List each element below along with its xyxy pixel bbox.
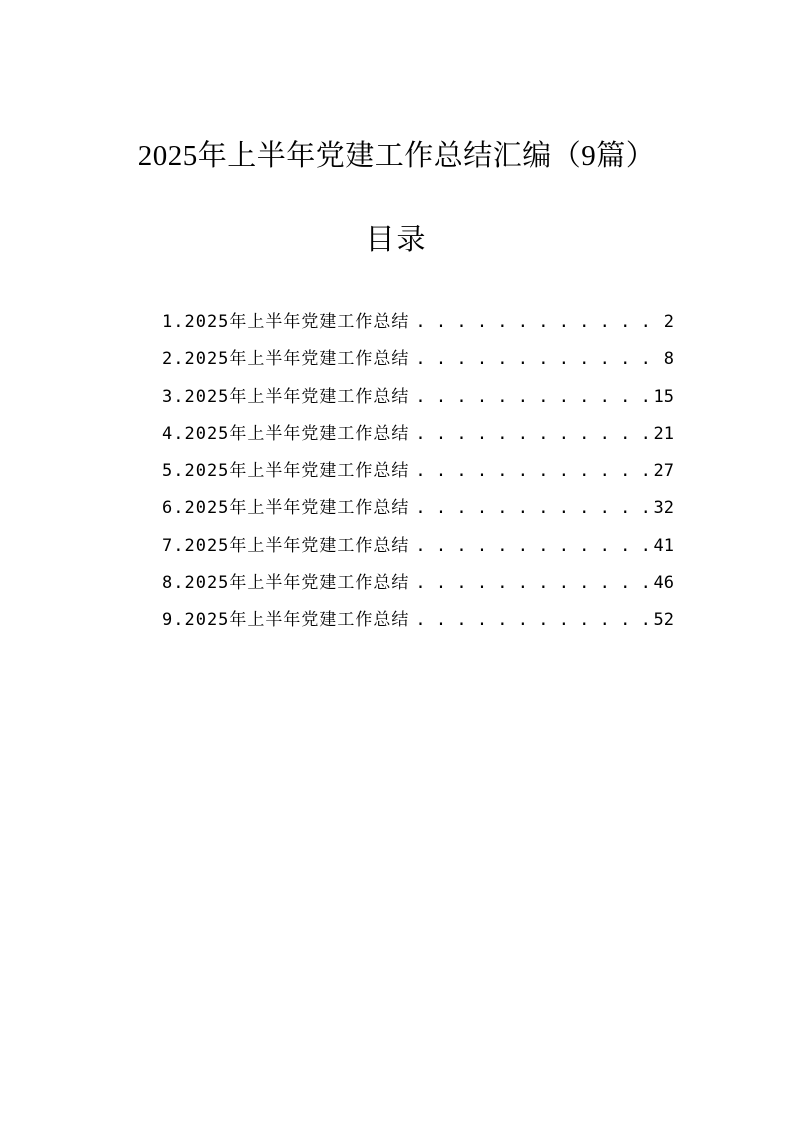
toc-entry-1[interactable] <box>162 307 674 344</box>
toc-leader-dots <box>415 568 649 598</box>
toc-leader-dots <box>415 493 649 523</box>
toc-entry-3[interactable] <box>162 382 674 419</box>
toc-entry-page-number: 46 <box>653 572 674 593</box>
toc-entry-page-number: 21 <box>653 423 674 444</box>
toc-entry-page-number: 52 <box>653 610 674 630</box>
toc-entry-page-number: 41 <box>653 535 674 556</box>
toc-entry-4[interactable] <box>162 419 674 456</box>
toc-entry-2[interactable] <box>162 344 674 381</box>
toc-entry-label: 6.2025年上半年党建工作总结 <box>162 498 410 519</box>
toc-entry-label: 1.2025年上半年党建工作总结 <box>162 312 410 332</box>
toc-entry-label: 2.2025年上半年党建工作总结 <box>162 349 410 370</box>
toc-entry-label: 3.2025年上半年党建工作总结 <box>162 386 410 407</box>
document-title: 2025年上半年党建工作总结汇编（9篇） <box>137 140 656 172</box>
toc-entry-6[interactable] <box>162 493 674 530</box>
toc-entry-8[interactable] <box>162 568 674 605</box>
table-of-contents <box>162 307 674 642</box>
toc-entry-page-number: 32 <box>653 498 674 519</box>
toc-entry-page-number: 27 <box>653 461 674 481</box>
toc-leader-dots <box>415 382 649 412</box>
toc-leader-dots <box>415 531 649 561</box>
toc-leader-dots <box>415 605 649 635</box>
toc-leader-dots <box>415 344 659 374</box>
toc-entry-label: 8.2025年上半年党建工作总结 <box>162 572 410 593</box>
toc-heading: 目录 <box>365 224 428 256</box>
toc-entry-9[interactable] <box>162 605 674 642</box>
toc-leader-dots <box>415 307 659 337</box>
toc-entry-label: 4.2025年上半年党建工作总结 <box>162 423 410 444</box>
toc-entry-label: 5.2025年上半年党建工作总结 <box>162 461 410 481</box>
toc-entry-7[interactable] <box>162 531 674 568</box>
toc-entry-label: 7.2025年上半年党建工作总结 <box>162 535 410 556</box>
toc-entry-5[interactable] <box>162 456 674 493</box>
toc-leader-dots <box>415 419 649 449</box>
toc-leader-dots <box>415 456 649 486</box>
toc-entry-page-number: 2 <box>663 312 674 332</box>
toc-entry-page-number: 15 <box>653 386 674 407</box>
toc-entry-page-number: 8 <box>663 349 674 370</box>
toc-entry-label: 9.2025年上半年党建工作总结 <box>162 610 410 630</box>
